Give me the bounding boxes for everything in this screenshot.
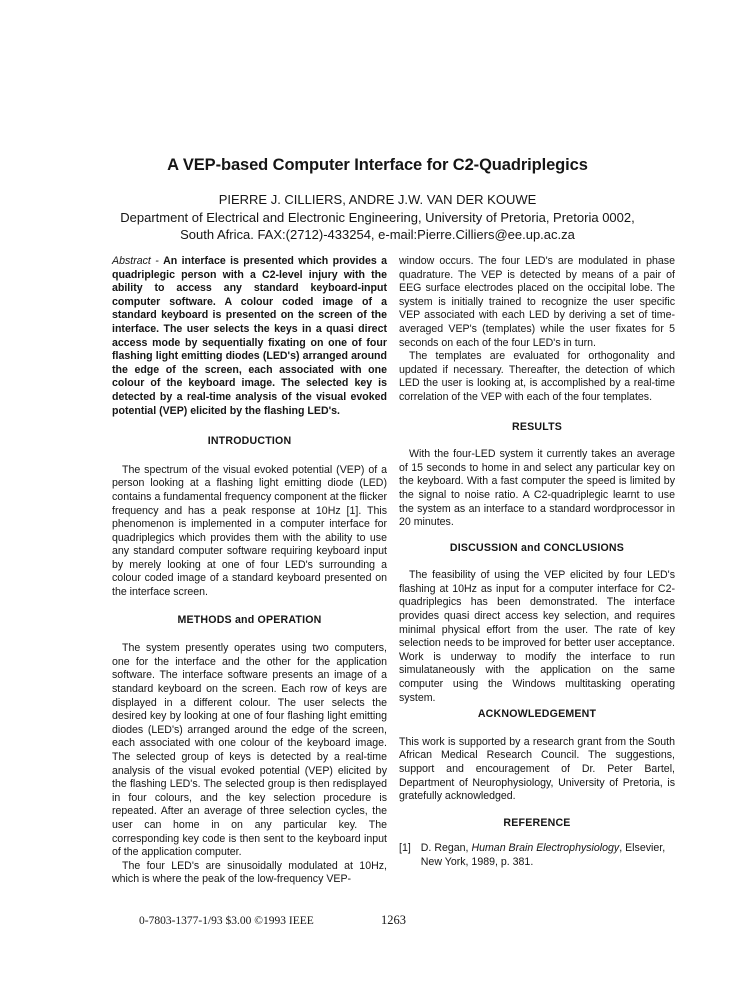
copyright-identifier: 0-7803-1377-1/93 $3.00 ©1993 IEEE bbox=[139, 915, 314, 927]
acknowledgement-paragraph: This work is supported by a research grant from the South African Medical Research Council. The suggestions, support and encouragement of Dr. Peter Bartel, Department of Neurophysiology, University of Pretoria, is gratefully acknowledged. bbox=[399, 735, 675, 803]
reference-item bbox=[399, 842, 675, 869]
section-heading-reference: REFERENCE bbox=[503, 816, 571, 829]
section-heading-introduction: INTRODUCTION bbox=[207, 435, 292, 448]
affiliation-line-2: South Africa. FAX:(2712)-433254, e-mail:Pierre.Cilliers@ee.up.ac.za bbox=[180, 227, 575, 242]
paper-title: A VEP-based Computer Interface for C2-Quadriplegics bbox=[167, 156, 588, 174]
abstract-text: An interface is presented which provides a quadriplegic person with a C2-level injury with the ability to access any standard keyboard-input computer software. A colour coded image of a standard keyboard is presented on the screen of the interface. The user selects the keys in a quasi direct access mode by sequentially fixating on one of four flashing light emitting diodes (LED's) arranged around the edge of the screen, each associated with one colour of the keyboard image. The selected key is detected by a real-time analysis of the visual evoked potential (VEP) elicited by the flashing LED's. bbox=[112, 255, 387, 417]
reference-title: Human Brain Electrophysiology bbox=[471, 842, 620, 855]
section-heading-methods: METHODS and OPERATION bbox=[177, 613, 322, 626]
discussion-paragraph: The feasibility of using the VEP elicited by four LED's flashing at 10Hz as input for a computer interface for C2-quadriplegics has been demonstrated. The interface provides quasi direct access key selection, and requires minimal physical effort from the user. The rate of key selection needs to be improved for better user acceptance. Work is underway to modify the interface to run simulataneously with the application on the same computer using the Windows multitasking operating system. bbox=[399, 569, 675, 704]
affiliation bbox=[0, 209, 755, 243]
reference-authors: D. Regan, bbox=[420, 842, 472, 855]
section-heading-discussion: DISCUSSION and CONCLUSIONS bbox=[449, 541, 625, 554]
methods-continuation-1: window occurs. The four LED's are modulated in phase quadrature. The VEP is detected by means of a pair of EEG surface electrodes placed on the occipital lobe. The system is initially trained to recognize the user specific VEP associated with each LED by deriving a set of time-averaged VEP's (templates) while the user fixates for 5 seconds on each of the four LED's in turn. bbox=[399, 255, 675, 349]
results-paragraph: With the four-LED system it currently takes an average of 15 seconds to home in and select any particular key on the keyboard. With a fast computer the speed is limited by the signal to noise ratio. A C2-quadriplegic learnt to use the system as an interface to a standard wordprocessor in 20 minutes. bbox=[399, 448, 675, 529]
affiliation-line-1: Department of Electrical and Electronic Engineering, University of Pretoria, Pretoria 0002, bbox=[120, 210, 635, 225]
page-number: 1263 bbox=[381, 913, 406, 927]
abstract-label: Abstract - bbox=[112, 255, 164, 267]
reference-text bbox=[421, 842, 675, 869]
reference-details: , Elsevier, New York, 1989, p. 381. bbox=[420, 842, 666, 868]
author-list: PIERRE J. CILLIERS, ANDRE J.W. VAN DER KOUWE bbox=[218, 192, 537, 207]
abstract bbox=[112, 255, 387, 418]
methods-paragraph-2: The four LED's are sinusoidally modulated at 10Hz, which is where the peak of the low-frequency VEP- bbox=[112, 859, 387, 886]
introduction-paragraph: The spectrum of the visual evoked potential (VEP) of a person looking at a flashing light emitting diode (LED) contains a fundamental frequency component at the flicker frequency and has a peak response at 10Hz [1]. This phenomenon is implemented in a computer interface for quadriplegics which provides them with the ability to use any standard computer software requiring keyboard input by merely looking at one of four LED's surrounding a colour coded image of a standard keyboard presented on the interface screen. bbox=[112, 463, 387, 599]
left-column bbox=[112, 255, 387, 887]
right-column bbox=[399, 255, 675, 870]
reference-number: [1] bbox=[399, 842, 411, 855]
section-heading-acknowledgement: ACKNOWLEDGEMENT bbox=[477, 708, 597, 721]
methods-continuation-2: The templates are evaluated for orthogonality and updated if necessary. Thereafter, the detection of which LED the user is looking at, is accomplished by a real-time correlation of the VEP with each of the four templates. bbox=[399, 350, 675, 403]
methods-paragraph-1: The system presently operates using two computers, one for the interface and the other for the application software. The interface software presents an image of a standard keyboard on the screen. Each row of keys are displayed in a different colour. The user selects the desired key by looking at one of four flashing light emitting diodes (LED's) arranged around the edge of the screen, each associated with one colour of the keyboard image. The selected group of keys is detected by a real-time analysis of the visual evoked potential (VEP) elicited by the flashing LED's. The selected group is then redisplayed in four colours, and the key selection procedure is repeated. After an average of three selection cycles, the user can home in on any particular key. The corresponding key code is then sent to the keyboard input of the application computer. bbox=[112, 642, 387, 859]
section-heading-results: RESULTS bbox=[511, 420, 563, 433]
